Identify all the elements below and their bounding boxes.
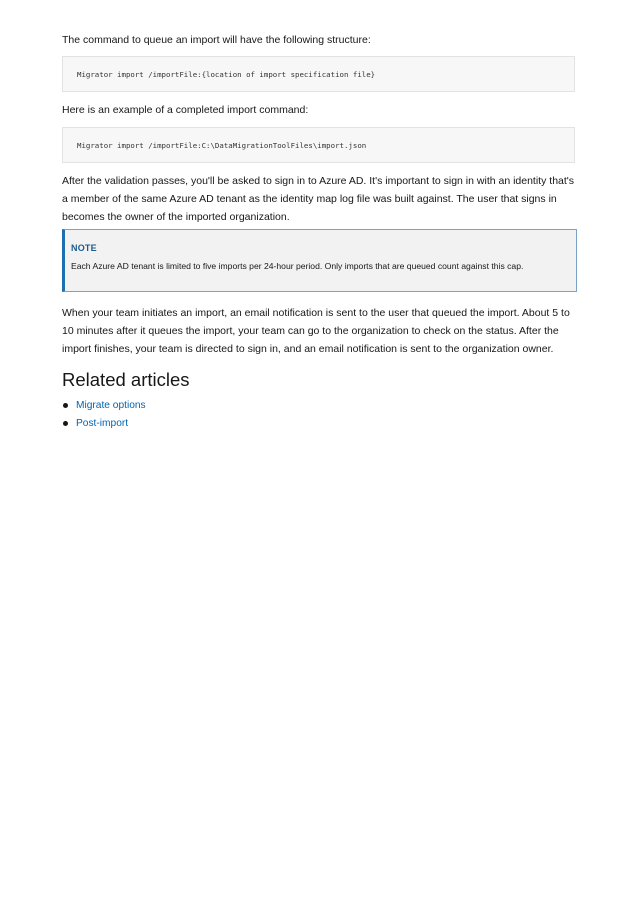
note-title: NOTE — [71, 243, 97, 253]
notification-line: import finishes, your team is directed to sign in, and an email notification is sent to the organization owner. — [62, 343, 554, 355]
link-post-import[interactable]: Post-import — [76, 418, 129, 429]
code-block-structure[interactable]: Migrator import /importFile:{location of import specification file} — [62, 56, 575, 92]
validation-paragraph — [62, 172, 577, 226]
related-articles-list — [62, 397, 146, 433]
notification-paragraph — [62, 304, 577, 358]
bullet-icon — [63, 421, 68, 426]
validation-line: a member of the same Azure AD tenant as the identity map log file was built against. The user that signs in — [62, 193, 557, 205]
validation-line: becomes the owner of the imported organization. — [62, 211, 290, 223]
bullet-icon — [63, 403, 68, 408]
example-intro-paragraph: Here is an example of a completed import command: — [62, 104, 309, 116]
related-articles-heading: Related articles — [62, 369, 190, 390]
list-item — [62, 415, 146, 433]
note-callout — [62, 229, 577, 292]
notification-line: When your team initiates an import, an email notification is sent to the user that queued the import. About 5 to — [62, 307, 570, 319]
queue-intro-paragraph: The command to queue an import will have the following structure: — [62, 34, 371, 46]
link-migrate-options[interactable]: Migrate options — [76, 400, 146, 411]
code-block-example[interactable]: Migrator import /importFile:C:\DataMigrationToolFiles\import.json — [62, 127, 575, 163]
notification-line: 10 minutes after it queues the import, your team can go to the organization to check on the status. After the — [62, 325, 559, 337]
list-item — [62, 397, 146, 415]
validation-line: After the validation passes, you'll be asked to sign in to Azure AD. It's important to sign in with an identity that's — [62, 175, 575, 187]
note-text: Each Azure AD tenant is limited to five imports per 24-hour period. Only imports that are queued count against this cap. — [71, 261, 524, 271]
